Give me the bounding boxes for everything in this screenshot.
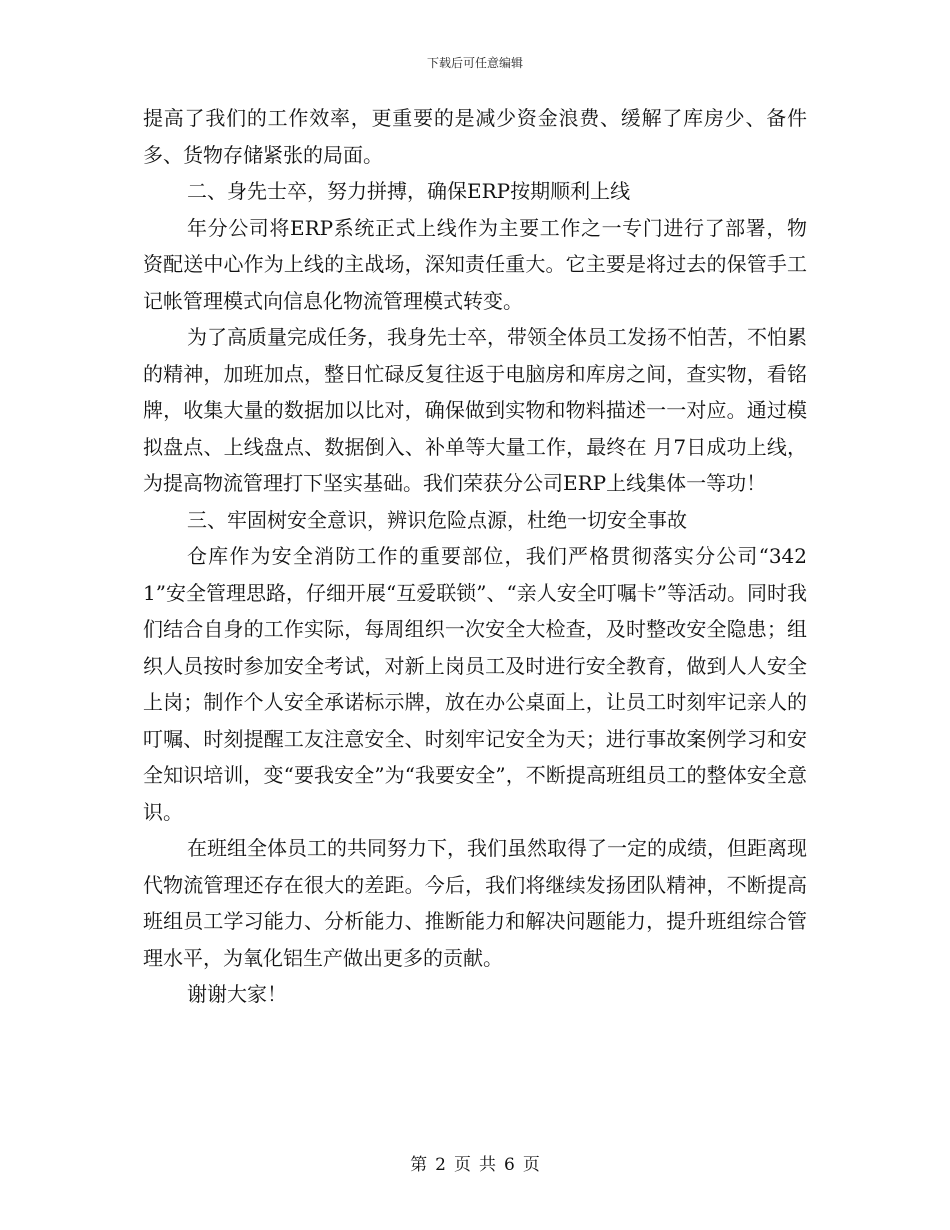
page-footer xyxy=(0,1150,950,1175)
footer-total-pages: 6 xyxy=(504,1155,515,1175)
document-body xyxy=(143,100,807,1013)
footer-prefix: 第 xyxy=(410,1155,428,1175)
footer-current-page: 2 xyxy=(435,1155,446,1175)
paragraph-conclusion: 在班组全体员工的共同努力下，我们虽然取得了一定的成绩，但距离现代物流管理还存在很大的差距。今后，我们将继续发扬团队精神，不断提高班组员工学习能力、分析能力、推断能力和解决问题能力，提升班组综合管理水平，为氧化铝生产做出更多的贡献。 xyxy=(143,836,807,970)
page-header-note: 下载后可任意编辑 xyxy=(426,56,523,70)
paragraph-safety: 仓库作为安全消防工作的重要部位，我们严格贯彻落实分公司“3421”安全管理思路，仔细开展“互爱联锁”、“亲人安全叮嘱卡”等活动。同时我们结合自身的工作实际，每周组织一次安全大检查，及时整改安全隐患；组织人员按时参加安全考试，对新上岗员工及时进行安全教育，做到人人安全上岗；制作个人安全承诺标示牌，放在办公桌面上，让员工时刻牢记亲人的叮嘱、时刻提醒工友注意安全、时刻牢记安全为天；进行事故案例学习和安全知识培训，变“要我安全”为“我要安全”，不断提高班组员工的整体安全意识。 xyxy=(143,544,807,824)
section-heading-3: 三、牢固树安全意识，辨识危险点源，杜绝一切安全事故 xyxy=(187,507,687,532)
footer-suffix: 页 xyxy=(522,1155,540,1175)
paragraph-erp-task: 为了高质量完成任务，我身先士卒，带领全体员工发扬不怕苦，不怕累的精神，加班加点，整日忙碌反复往返于电脑房和库房之间，查实物，看铭牌，收集大量的数据加以比对，确保做到实物和物料描述一一对应。通过模拟盘点、上线盘点、数据倒入、补单等大量工作，最终在 月7日成功上线，为提高物流管理打下坚实基础。我们荣获分公司ERP上线集体一等功！ xyxy=(143,325,807,495)
paragraph-thanks: 谢谢大家！ xyxy=(187,982,287,1006)
paragraph-erp-deployment: 年分公司将ERP系统正式上线作为主要工作之一专门进行了部署，物资配送中心作为上线的主战场，深知责任重大。它主要是将过去的保管手工记帐管理模式向信息化物流管理模式转变。 xyxy=(143,215,807,313)
paragraph-1: 提高了我们的工作效率，更重要的是减少资金浪费、缓解了库房少、备件多、货物存储紧张的局面。 xyxy=(143,106,807,167)
footer-total-word: 共 xyxy=(479,1155,496,1175)
section-heading-2: 二、身先士卒，努力拼搏，确保ERP按期顺利上线 xyxy=(187,179,631,203)
footer-page-word: 页 xyxy=(454,1155,471,1175)
